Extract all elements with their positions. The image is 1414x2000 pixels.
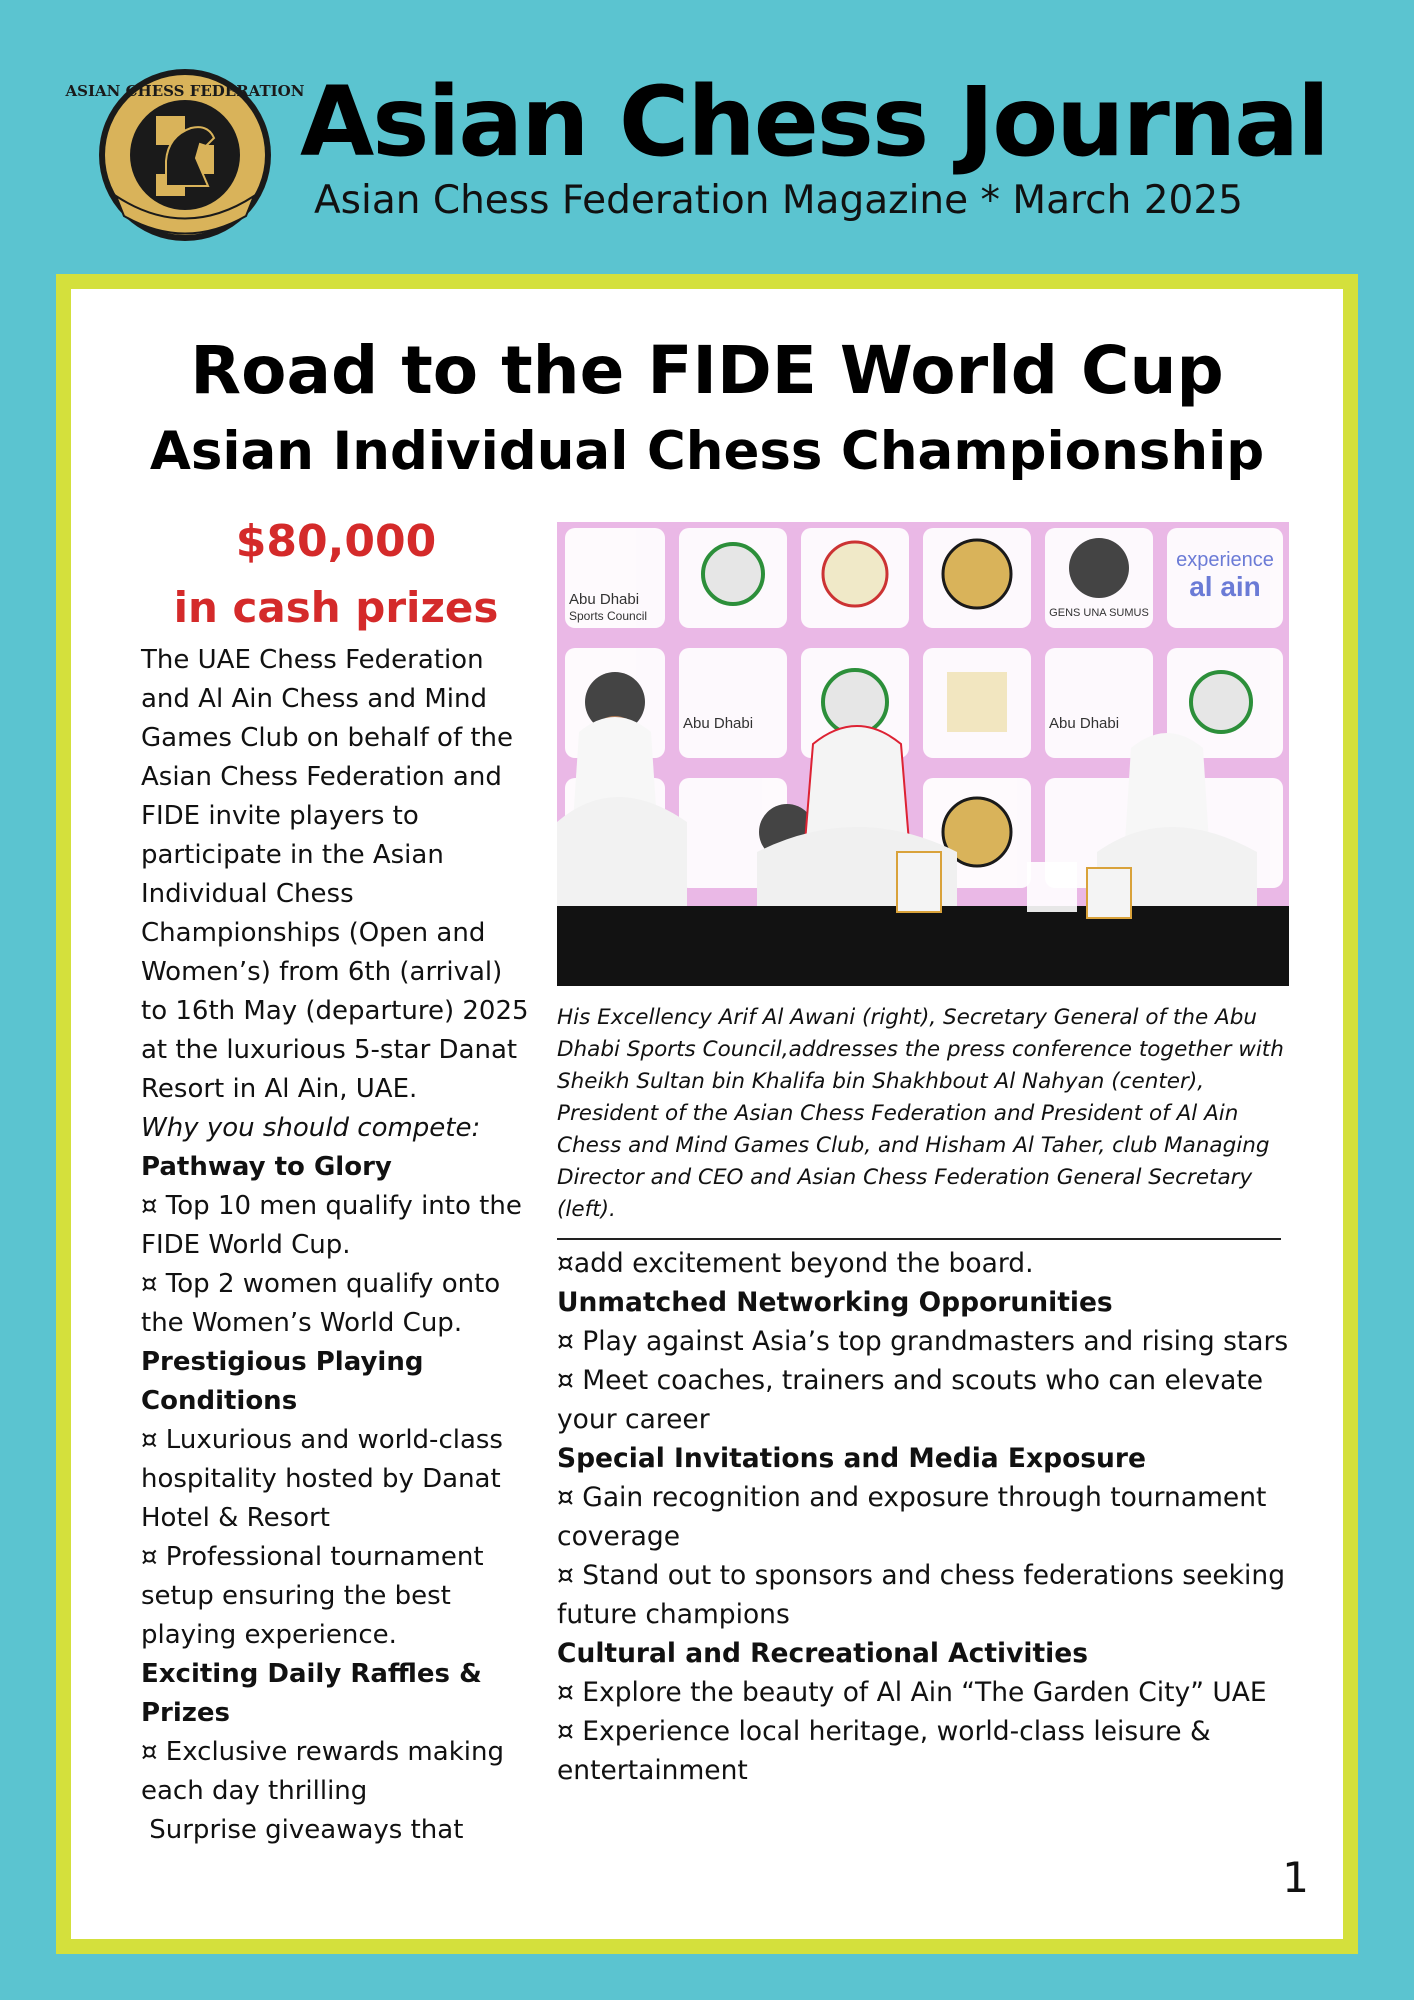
list-item: ¤ Experience local heritage, world-class leisure & entertainment: [557, 1716, 1211, 1786]
list-item: ¤ Gain recognition and exposure through tournament coverage: [557, 1482, 1267, 1552]
photo-caption: His Excellency Arif Al Awani (right), Secretary General of the Abu Dhabi Sports Council,addresses the press conference together with Sheikh Sultan bin Khalifa bin Shakhbout Al Nahyan (center), President of the Asian Chess Federation and President of Al Ain Chess and Mind Games Club, and Hisham Al Taher, club Managing Director and CEO and Asian Chess Federation General Secretary (left).: [557, 1005, 1284, 1222]
prize-label: in cash prizes: [173, 583, 499, 632]
article-page: [71, 289, 1343, 1939]
photo-illustration: [557, 522, 1289, 986]
federation-logo: [65, 66, 305, 244]
list-item: ¤ Exclusive rewards making each day thrilling: [141, 1737, 504, 1806]
page-number: 1: [1282, 1853, 1309, 1902]
divider: [557, 1238, 1281, 1240]
prize-amount: $80,000: [235, 516, 437, 567]
section-heading: Special Invitations and Media Exposure: [557, 1443, 1146, 1474]
logo-text: ASIAN CHESS FEDERATION: [65, 82, 305, 100]
page-frame: [56, 274, 1358, 1954]
section-heading: Unmatched Networking Opporunities: [557, 1287, 1113, 1318]
section-heading: Pathway to Glory: [141, 1152, 392, 1182]
right-column: [557, 522, 1289, 1790]
continuation-text: ¤add excitement beyond the board.: [557, 1248, 1034, 1279]
list-item: ¤ Play against Asia’s top grandmasters and rising stars: [557, 1326, 1289, 1357]
magazine-title: Asian Chess Journal: [300, 66, 1328, 178]
tile-text: GENS UNA SUMUS: [1049, 607, 1149, 619]
list-item: ¤ Luxurious and world-class hospitality hosted by Danat Hotel & Resort: [141, 1425, 503, 1533]
tile-text: Sports Council: [569, 609, 648, 623]
article-subheadline: Asian Individual Chess Championship: [149, 421, 1265, 482]
tile-text: Abu Dhabi: [683, 715, 754, 732]
section-heading: Prestigious Playing Conditions: [141, 1347, 424, 1416]
intro-paragraph: The UAE Chess Federation and Al Ain Chess and Mind Games Club on behalf of the Asian Chess Federation and FIDE invite players to participate in the Asian Individual Chess Championships (Open and Women’s) from 6th (arrival) to 16th May (departure) 2025 at the luxurious 5-star Danat Resort in Al Ain, UAE.: [141, 645, 529, 1104]
list-item: ¤ Meet coaches, trainers and scouts who can elevate your career: [557, 1365, 1264, 1435]
section-heading: Cultural and Recreational Activities: [557, 1638, 1088, 1669]
list-item: ¤ Top 10 men qualify into the FIDE World Cup.: [141, 1191, 522, 1260]
list-item: ¤ Stand out to sponsors and chess federations seeking future champions: [557, 1560, 1286, 1630]
list-item: ¤ Top 2 women qualify onto the Women’s World Cup.: [141, 1269, 501, 1338]
tile-text: Abu Dhabi: [1049, 715, 1120, 732]
press-conference-photo: [557, 522, 1289, 986]
article-headline: Road to the FIDE World Cup: [190, 332, 1224, 409]
tile-text: al ain: [1189, 571, 1261, 602]
list-item: ¤ Professional tournament setup ensuring the best playing experience.: [141, 1542, 484, 1650]
tile-text: Abu Dhabi: [569, 591, 640, 608]
list-item: Surprise giveaways that: [141, 1815, 464, 1845]
list-item: ¤ Explore the beauty of Al Ain “The Garden City” UAE: [557, 1677, 1267, 1708]
left-column: [141, 509, 531, 1850]
section-heading: Exciting Daily Raffles & Prizes: [141, 1659, 482, 1728]
magazine-subtitle: Asian Chess Federation Magazine * March 2025: [314, 178, 1243, 223]
tile-text: experience: [1176, 549, 1274, 571]
why-compete-heading: Why you should compete:: [141, 1113, 481, 1143]
